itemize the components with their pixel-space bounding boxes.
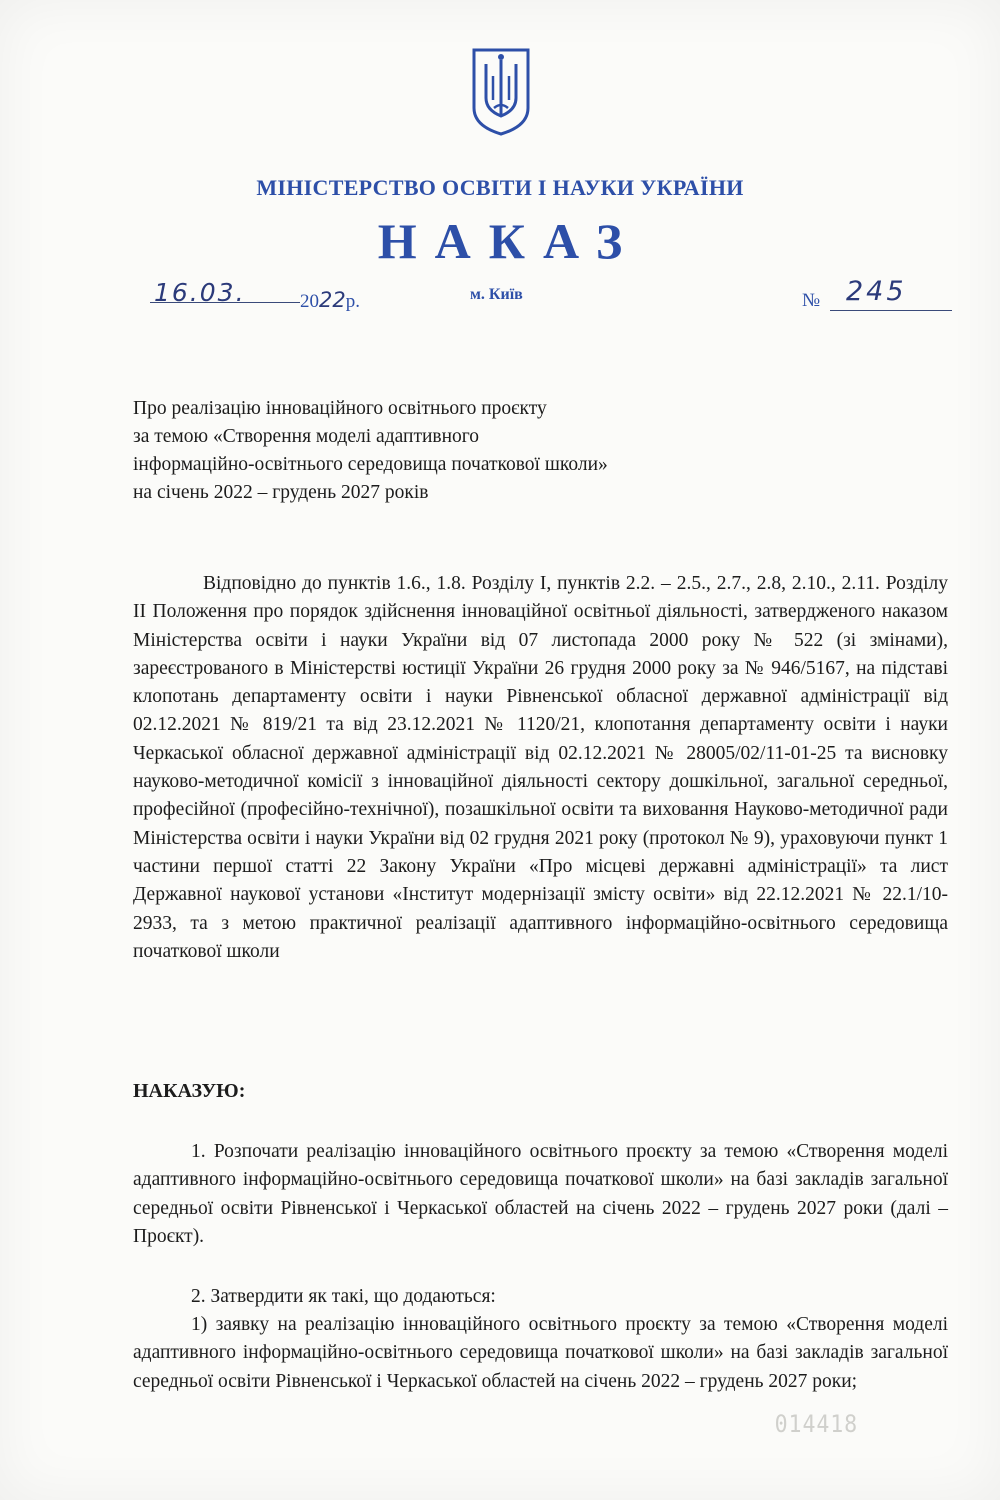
order-year: [300, 288, 360, 313]
year-handwritten: 22: [319, 288, 346, 312]
order-date: 16.03.: [154, 278, 246, 307]
serial-number: 014418: [774, 1410, 859, 1438]
number-label: №: [802, 290, 821, 311]
coat-of-arms-icon: [470, 46, 532, 138]
nakazuyu-heading: НАКАЗУЮ:: [133, 1080, 246, 1102]
order-item-2-1: 1) заявку на реалізацію інноваційного освітнього проєкту за темою «Створення моделі адаптивного інформаційно-освітнього середовища початкової школи» на базі закладів загальної середньої освіти Рівненської і Черкаської областей на січень 2022 – грудень 2027 роки;: [133, 1314, 948, 1392]
order-subject: [133, 395, 633, 507]
city: м. Київ: [470, 286, 523, 303]
ministry-name: МІНІСТЕРСТВО ОСВІТИ І НАУКИ УКРАЇНИ: [256, 175, 744, 200]
preamble-paragraph: Відповідно до пунктів 1.6., 1.8. Розділу І, пунктів 2.2. – 2.5., 2.7., 2.8, 2.10., 2.11. Розділу ІІ Положення про порядок здійснення інноваційної освітньої діяльності, затвердженого наказом Міністерства освіти і науки України від 07 листопада 2000 року № 522 (зі змінами), зареєстрованого в Міністерстві юстиції України 26 грудня 2000 року за № 946/5167, на підставі клопотань департаменту освіти і науки Рівненської обласної державної адміністрації від 02.12.2021 № 819/21 та від 23.12.2021 № 1120/21, клопотання департаменту освіти і науки Черкаської обласної державної адміністрації від 02.12.2021 № 28005/02/11-01-25 та висновку науково-методичної комісії з інноваційної діяльності сектору дошкільної, загальної середньої, професійної (професійно-технічної), позашкільної освіти та виховання Науково-методичної ради Міністерства освіти і науки України від 02 грудня 2021 року (протокол № 9), ураховуючи пункт 1 частини першої статті 22 Закону України «Про місцеві державні адміністрації» та лист Державної наукової установи «Інститут модернізації змісту освіти» від 22.12.2021 № 22.1/10-2933, та з метою практичної реалізації адаптивного інформаційно-освітнього середовища початкової школи: [133, 573, 948, 962]
subject-line: інформаційно-освітнього середовища початкової школи»: [133, 454, 608, 475]
order-meta: [140, 276, 955, 320]
subject-line: за темою «Створення моделі адаптивного: [133, 426, 480, 447]
number-underline: [830, 310, 952, 311]
year-suffix: р.: [345, 291, 360, 312]
order-title: НАКАЗ: [377, 213, 641, 269]
subject-line: Про реалізацію інноваційного освітнього проєкту: [133, 398, 547, 419]
year-prefix: 20: [300, 291, 319, 312]
subject-line: на січень 2022 – грудень 2027 років: [133, 482, 429, 503]
order-number: 245: [846, 276, 907, 307]
order-item-1: 1. Розпочати реалізацію інноваційного освітнього проєкту за темою «Створення моделі адаптивного інформаційно-освітнього середовища початкової школи» на базі закладів загальної середньої освіти Рівненської і Черкаської областей на січень 2022 – грудень 2027 роки (далі – Проєкт).: [133, 1141, 948, 1247]
order-item-2: 2. Затвердити як такі, що додаються:: [191, 1286, 496, 1307]
